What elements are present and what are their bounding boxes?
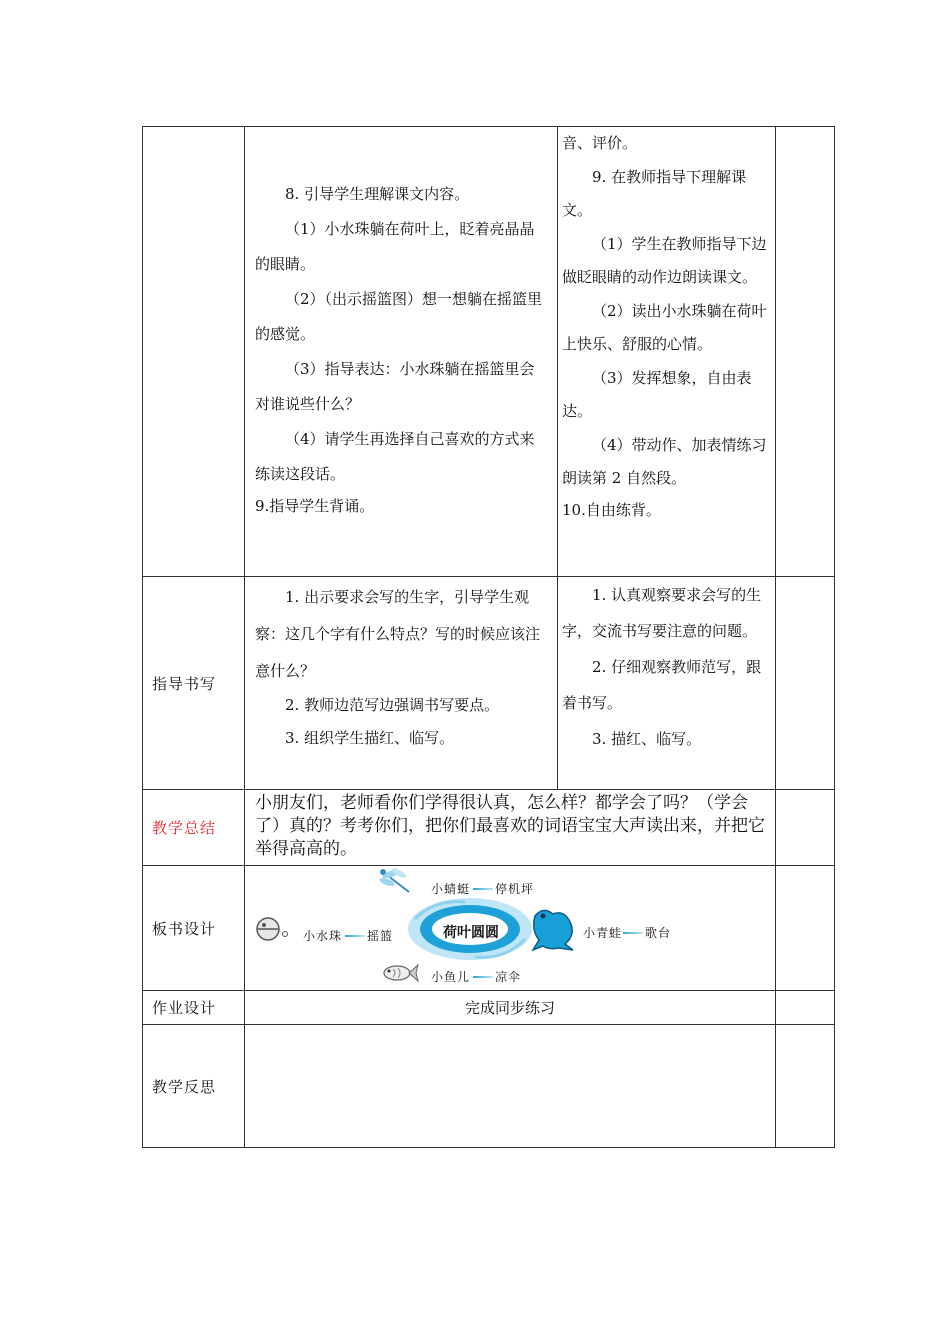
water-drop-icon [255,916,291,942]
fish-icon [379,960,419,986]
teacher-item: 3. 组织学生描红、临写。 [285,729,455,747]
frog-icon [529,906,579,952]
row-label-writing: 指导书写 [143,577,245,790]
teacher-item: （1）小水珠躺在荷叶上，眨着亮晶晶的眼睛。 [255,220,535,273]
board-waterdrop: 小水珠 [303,929,343,943]
row-label-reflection: 教学反思 [143,1025,245,1148]
teacher-activity-cell [245,127,558,577]
student-item: （4）带动作、加表情练习朗读第 2 自然段。 [562,435,767,487]
student-item: 9. 在教师指导下理解课文。 [562,167,747,219]
student-item: 2. 仔细观察教师范写，跟着书写。 [562,658,762,712]
row-homework [143,991,835,1025]
teacher-item: 2. 教师边范写边强调书写要点。 [285,696,500,714]
teacher-item: 8. 引导学生理解课文内容。 [285,185,470,203]
summary-cell [245,790,776,866]
reflection-cell [245,1025,776,1148]
row-reflection [143,1025,835,1148]
board-design [245,866,775,989]
board-frog: 小青蛙 [583,926,623,940]
notes-cell [776,866,835,991]
board-center-title: 荷叶圆圆 [443,925,499,941]
dragonfly-icon [379,868,415,896]
teacher-item: （4）请学生再选择自己喜欢的方式来练读这段话。 [255,430,535,483]
student-item: （3）发挥想象，自由表达。 [562,368,752,420]
notes-cell [776,127,835,577]
student-item: 3. 描红、临写。 [592,730,702,748]
board-arrow [623,932,643,934]
board-fish: 小鱼儿 [431,970,471,984]
notes-cell [776,991,835,1025]
student-item: （2）读出小水珠躺在荷叶上快乐、舒服的心情。 [562,301,767,353]
row-writing [143,577,835,790]
teacher-writing-cell [245,577,558,790]
row-summary [143,790,835,866]
board-dragonfly: 小蜻蜓 [431,882,471,896]
teacher-item: 9.指导学生背诵。 [255,497,375,515]
student-writing-cell [558,577,776,790]
student-item: 10.自由练背。 [562,500,661,519]
board-cell [245,866,776,991]
board-arrow [345,935,365,937]
student-item: 1. 认真观察要求会写的生字，交流书写要注意的问题。 [562,586,762,640]
teacher-item: （3）指导表达：小水珠躺在摇篮里会对谁说些什么？ [255,360,535,413]
board-frog-use: 歌台 [645,926,672,940]
homework-text: 完成同步练习 [245,991,776,1025]
teacher-item: （2）（出示摇篮图）想一想躺在摇篮里的感觉。 [255,290,543,343]
teacher-item: 1. 出示要求会写的生字，引导学生观察：这几个字有什么特点？写的时候应该注意什么？ [255,588,541,680]
notes-cell [776,1025,835,1148]
board-fish-use: 凉伞 [495,970,522,984]
row-understanding [143,127,835,577]
board-arrow [473,976,493,978]
student-activity-cell [558,127,776,577]
student-item: （1）学生在教师指导下边做眨眼睛的动作边朗读课文。 [562,234,767,286]
row-board [143,866,835,991]
lesson-plan-table [142,126,835,1148]
notes-cell [776,790,835,866]
row-label-board: 板书设计 [143,866,245,991]
row-label-summary: 教学总结 [143,790,245,866]
board-arrow [473,888,493,890]
student-item: 音、评价。 [562,134,638,152]
row-label-homework: 作业设计 [143,991,245,1025]
row-label-empty [143,127,245,577]
notes-cell [776,577,835,790]
board-dragonfly-use: 停机坪 [495,882,535,896]
board-waterdrop-use: 摇篮 [367,929,394,943]
summary-text: 小朋友们，老师看你们学得很认真，怎么样？都学会了吗？（学会了）真的？考考你们，把你们最喜欢的词语宝宝大声读出来，并把它举得高高的。 [255,793,765,859]
